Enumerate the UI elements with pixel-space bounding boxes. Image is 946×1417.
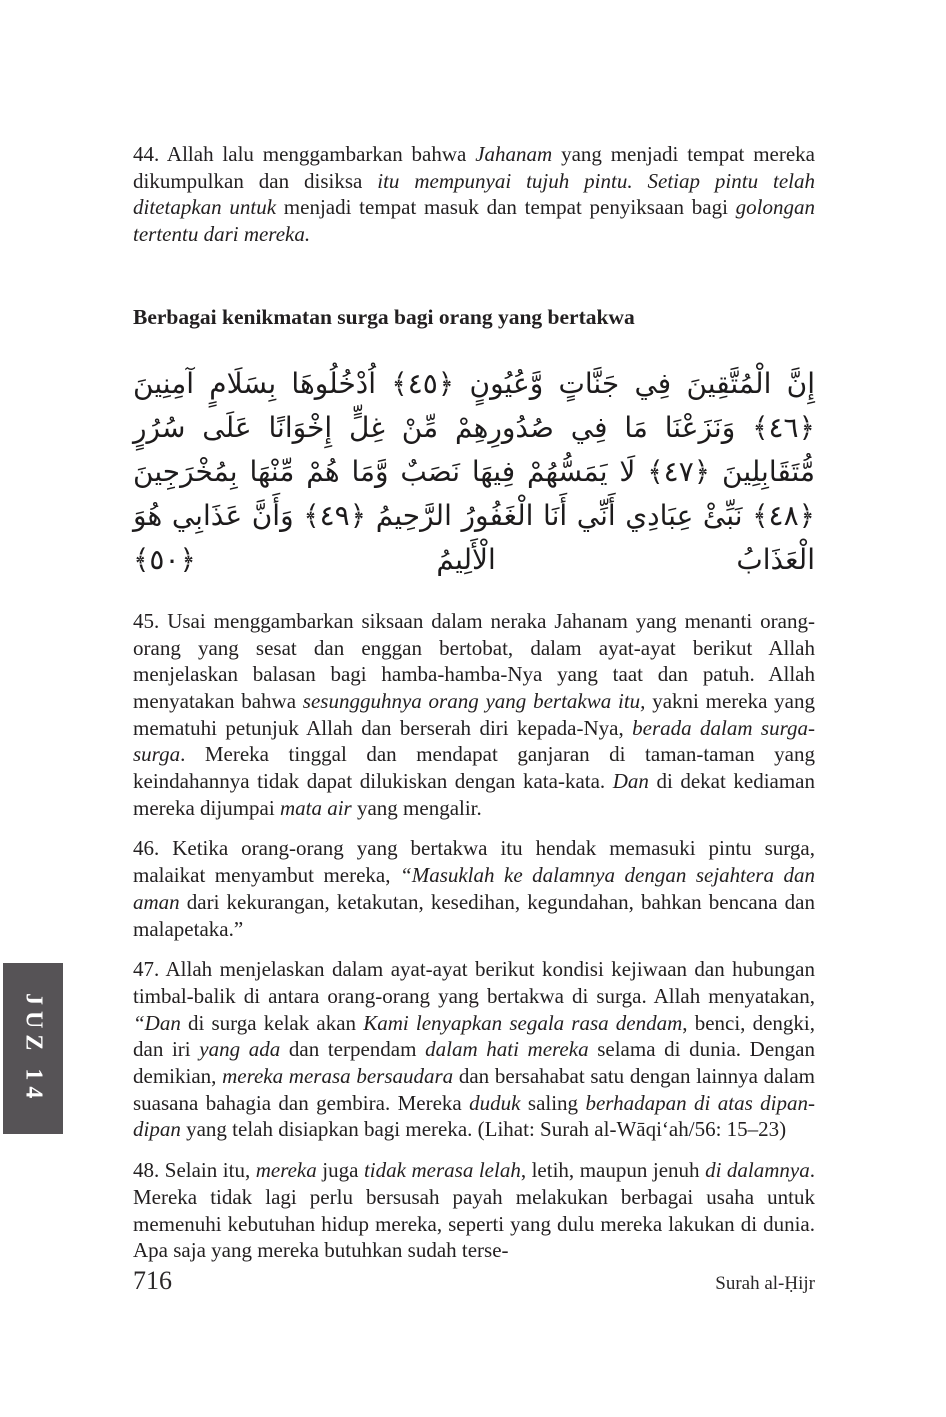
paragraph-44: 44. Allah lalu menggambarkan bahwa Jahanam yang menjadi tempat mereka dikumpulkan dan disiksa itu mempunyai tujuh pintu. Setiap pintu telah ditetapkan untuk menjadi tempat masuk dan tempat penyiksaan bagi golongan tertentu dari mereka. — [133, 142, 815, 247]
arabic-verse-block: إِنَّ الْمُتَّقِينَ فِي جَنَّاتٍ وَّعُيُونٍ ﴿٤٥﴾ اُدْخُلُوهَا بِسَلَامٍ آمِنِينَ ﴿٤٦﴾ وَنَزَعْنَا مَا فِي صُدُورِهِمْ مِّنْ غِلٍّ إِخْوَانًا عَلَى سُرُرٍ مُّتَقَابِلِينَ ﴿٤٧﴾ لَا يَمَسُّهُمْ فِيهَا نَصَبٌ وَّمَا هُمْ مِّنْهَا بِمُخْرَجِينَ ﴿٤٨﴾ نَبِّئْ عِبَادِي أَنِّي أَنَا الْغَفُورُ الرَّحِيمُ ﴿٤٩﴾ وَأَنَّ عَذَابِي هُوَ الْعَذَابُ الْأَلِيمُ ﴿٥٠﴾ — [133, 366, 816, 576]
paragraph-47: 47. Allah menjelaskan dalam ayat-ayat berikut kondisi kejiwaan dan hubungan timbal-balik di antara orang-orang yang bertakwa di surga. Allah menyatakan, “Dan di surga kelak akan Kami lenyapkan segala rasa dendam, benci, dengki, dan iri yang ada dan terpendam dalam hati mereka selama di dunia. Dengan demikian, mereka merasa bersaudara dan bersahabat satu dengan lainnya dalam suasana bahagia dan gembira. Mereka duduk saling berhadapan di atas dipan-dipan yang telah disiapkan bagi mereka. (Lihat: Surah al-Wāqi‘ah/56: 15–23) — [133, 957, 815, 1142]
paragraph-48: 48. Selain itu, mereka juga tidak merasa lelah, letih, maupun jenuh di dalamnya. Mereka tidak lagi perlu bersusah payah melakukan berbagai usaha untuk memenuhi kebutuhan hidup mereka, seperti yang dulu mereka lakukan di dunia. Apa saja yang mereka butuhkan sudah terse- — [133, 1158, 815, 1263]
juz-tab — [3, 963, 63, 1134]
surah-title: Surah al-Ḥijr — [715, 1273, 815, 1294]
page-content — [133, 141, 815, 1278]
juz-tab-label: JUZ 14 — [20, 992, 47, 1105]
paragraph-45: 45. Usai menggambarkan siksaan dalam neraka Jahanam yang menanti orang-orang yang sesat dan enggan bertobat, dalam ayat-ayat berikut Allah menjelaskan balasan bagi hamba-hamba-Nya yang taat dan patuh. Allah menyatakan bahwa sesungguhnya orang yang bertakwa itu, yakni mereka yang mematuhi petunjuk Allah dan berserah diri kepada-Nya, berada dalam surga-surga. Mereka tinggal dan mendapat ganjaran di taman-taman yang keindahannya tidak dapat dilukiskan dengan kata-kata. Dan di dekat kediaman mereka dijumpai mata air yang mengalir. — [133, 608, 815, 820]
section-heading: Berbagai kenikmatan surga bagi orang yang bertakwa — [133, 304, 635, 329]
page-footer — [133, 1266, 815, 1296]
page-number: 716 — [133, 1266, 172, 1295]
paragraph-46: 46. Ketika orang-orang yang bertakwa itu hendak memasuki pintu surga, malaikat menyambut mereka, “Masuklah ke dalamnya dengan sejahtera dan aman dari kekurangan, ketakutan, kesedihan, kegundahan, bahkan bencana dan malapetaka.” — [133, 836, 815, 941]
